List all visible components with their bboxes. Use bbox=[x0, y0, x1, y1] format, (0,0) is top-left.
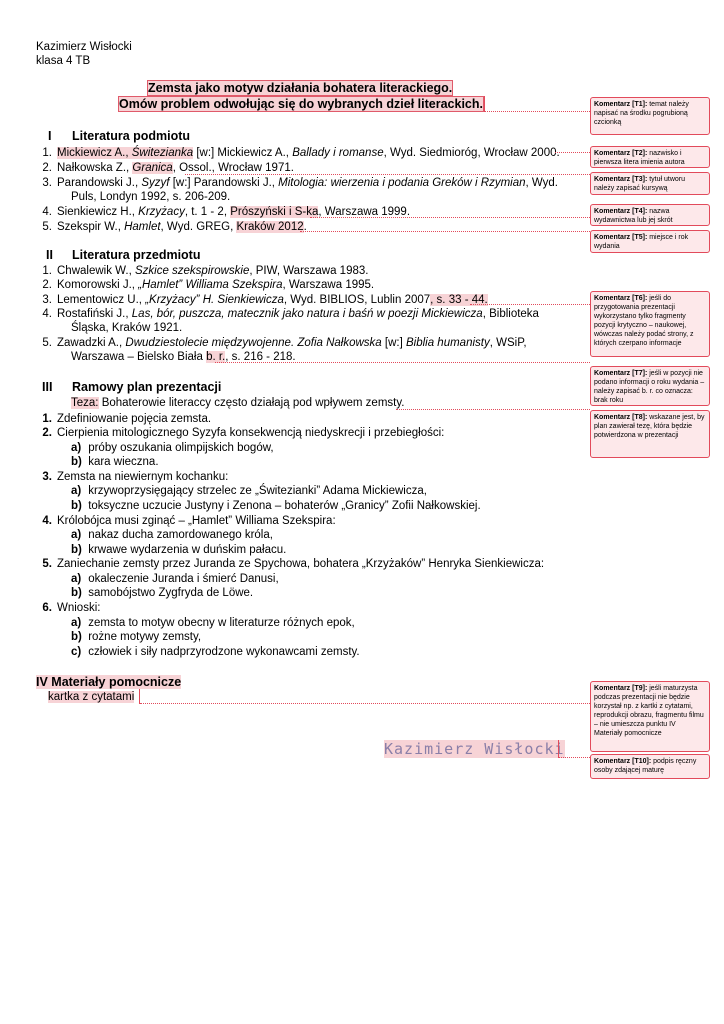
section-3-heading: III Ramowy plan prezentacji bbox=[42, 380, 222, 394]
comment-box[interactable]: Komentarz [T1]: temat należy napisać na środku pogrubioną czcionką bbox=[590, 97, 710, 135]
title-line-2: Omów problem odwołując się do wybranych dzieł literackich. bbox=[119, 97, 483, 111]
list-item: 4. Sienkiewicz H., Krzyżacy, t. 1 - 2, Prószyński i S-ka, Warszawa 1999. bbox=[42, 206, 411, 218]
list-item: 5. Zawadzki A., Dwudziestolecie międzywojenne. Zofia Nałkowska [w:] Biblia humanisty, WSiP, bbox=[42, 337, 527, 349]
comment-box[interactable]: Komentarz [T6]: jeśli do przygotowania prezentacji wykorzystano tylko fragmenty pozycji krytyczno – naukowej, wówczas należy podać strony, z których czerpano informacje bbox=[590, 291, 710, 357]
list-item: 2. Komorowski J., „Hamlet” Williama Szekspira, Warszawa 1995. bbox=[42, 279, 375, 291]
plan-item: 6. Wnioski: bbox=[42, 602, 101, 614]
comment-connector bbox=[485, 111, 590, 112]
thesis: Teza: Bohaterowie literaccy często działają pod wpływem zemsty. bbox=[71, 397, 405, 409]
list-item: 1. Chwalewik W., Szkice szekspirowskie, PIW, Warszawa 1983. bbox=[42, 265, 369, 277]
comment-box[interactable]: Komentarz [T2]: nazwisko i pierwsza litera imienia autora bbox=[590, 146, 710, 168]
comment-connector bbox=[140, 703, 590, 704]
list-item-continuation: Warszawa – Bielsko Biała b. r., s. 216 - 218. bbox=[71, 351, 296, 363]
plan-subitem: b) toksyczne uczucie Justyny i Zenona – bohaterów „Granicy” Zofii Nałkowskiej. bbox=[71, 500, 481, 512]
comment-box[interactable]: Komentarz [T3]: tytuł utworu należy zapisać kursywą bbox=[590, 172, 710, 195]
plan-subitem: a) próby oszukania olimpijskich bogów, bbox=[71, 442, 274, 454]
plan-item: 1. Zdefiniowanie pojęcia zemsta. bbox=[42, 413, 212, 425]
plan-item: 2. Cierpienia mitologicznego Syzyfa konsekwencją niedyskrecji i przebiegłości: bbox=[42, 427, 445, 439]
comment-connector bbox=[215, 362, 590, 363]
comment-marker bbox=[484, 96, 485, 112]
comment-connector bbox=[555, 152, 590, 153]
plan-subitem: b) kara wieczna. bbox=[71, 456, 159, 468]
plan-subitem: a) okaleczenie Juranda i śmierć Danusi, bbox=[71, 573, 279, 585]
aux-material: kartka z cytatami bbox=[48, 691, 135, 703]
list-item: 4. Rostafiński J., Las, bór, puszcza, matecznik jako natura i baśń w poezji Mickiewicza, Biblioteka bbox=[42, 308, 539, 320]
class-label: klasa 4 TB bbox=[36, 55, 91, 67]
list-item-continuation: Puls, Londyn 1992, s. 206-209. bbox=[71, 191, 231, 203]
plan-subitem: b) samobójstwo Zygfryda de Löwe. bbox=[71, 587, 254, 599]
plan-subitem: a) zemsta to motyw obecny w literaturze różnych epok, bbox=[71, 617, 355, 629]
plan-item: 5. Zaniechanie zemsty przez Juranda ze Spychowa, bohatera „Krzyżaków” Henryka Sienkiewicza: bbox=[42, 558, 545, 570]
comment-marker bbox=[558, 740, 559, 758]
list-item: 2. Nałkowska Z., Granica, Ossol., Wrocław 1971. bbox=[42, 162, 294, 174]
comment-box[interactable]: Komentarz [T9]: jeśli maturzysta podczas prezentacji nie będzie korzystał np. z kartki z cytatami, reprodukcji obrazu, fragmentu filmu – nie umieszcza punktu IV Materiały pomocnicze bbox=[590, 681, 710, 752]
comment-box[interactable]: Komentarz [T5]: miejsce i rok wydania bbox=[590, 230, 710, 253]
comment-connector bbox=[396, 409, 590, 410]
comment-connector bbox=[310, 217, 590, 218]
plan-subitem: a) krzywoprzysięgający strzelec ze „Świtezianki” Adama Mickiewicza, bbox=[71, 485, 427, 497]
comment-box[interactable]: Komentarz [T8]: wskazane jest, by plan zawierał tezę, która będzie potwierdzona w prezentacji bbox=[590, 410, 710, 458]
plan-subitem: c) człowiek i siły nadprzyrodzone wykonawcami zemsty. bbox=[71, 646, 360, 658]
comment-connector bbox=[185, 174, 590, 175]
signature: Kazimierz Wisłocki bbox=[384, 740, 565, 758]
list-item: 5. Szekspir W., Hamlet, Wyd. GREG, Kraków 2012. bbox=[42, 221, 307, 233]
section-1-heading: I Literatura podmiotu bbox=[48, 129, 191, 143]
section-2-heading: II Literatura przedmiotu bbox=[46, 248, 201, 262]
list-item: 1. Mickiewicz A., Świtezianka [w:] Mickiewicz A., Ballady i romanse, Wyd. Siedmioróg, Wrocław 2000. bbox=[42, 147, 560, 159]
comment-connector bbox=[300, 231, 590, 232]
plan-subitem: a) nakaz ducha zamordowanego króla, bbox=[71, 529, 273, 541]
list-item-continuation: Śląska, Kraków 1921. bbox=[71, 322, 183, 334]
plan-item: 4. Królobójca musi zginąć – „Hamlet” Williama Szekspira: bbox=[42, 515, 336, 527]
comment-box[interactable]: Komentarz [T7]: jeśli w pozycji nie podano informacji o roku wydania – należy zapisać b. r. co oznacza: brak roku bbox=[590, 366, 710, 406]
comment-box[interactable]: Komentarz [T4]: nazwa wydawnictwa lub jej skrót bbox=[590, 204, 710, 226]
list-item: 3. Lementowicz U., „Krzyżacy” H. Sienkiewicza, Wyd. BIBLIOS, Lublin 2007, s. 33 - 44. bbox=[42, 294, 488, 306]
list-item: 3. Parandowski J., Syzyf [w:] Parandowski J., Mitologia: wierzenia i podania Greków i Rzymian, Wyd. bbox=[42, 177, 558, 189]
plan-subitem: b) rożne motywy zemsty, bbox=[71, 631, 202, 643]
plan-item: 3. Zemsta na niewiernym kochanku: bbox=[42, 471, 229, 483]
title-line-1: Zemsta jako motyw działania bohatera literackiego. bbox=[148, 81, 453, 95]
comment-connector bbox=[470, 304, 590, 305]
comment-connector bbox=[559, 757, 590, 758]
section-4-heading: IV Materiały pomocnicze bbox=[36, 675, 182, 689]
plan-subitem: b) krwawe wydarzenia w duńskim pałacu. bbox=[71, 544, 287, 556]
comment-box[interactable]: Komentarz [T10]: podpis ręczny osoby zdającej maturę bbox=[590, 754, 710, 779]
author-name: Kazimierz Wisłocki bbox=[36, 41, 132, 53]
comment-marker bbox=[139, 689, 140, 704]
